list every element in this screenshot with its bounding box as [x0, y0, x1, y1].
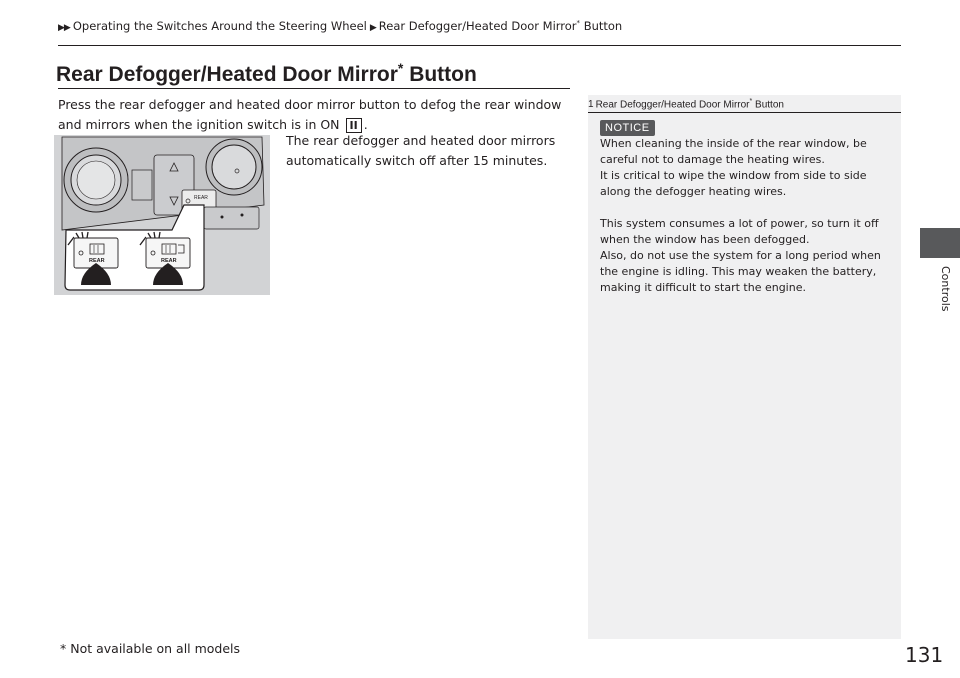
chapter-label: Controls — [939, 266, 952, 312]
note-idling: Also, do not use the system for a long period when the engine is idling. This may weaken the battery, making it difficult to start the engine. — [600, 249, 881, 294]
footnote: * Not available on all models — [60, 641, 241, 656]
sidebar-notes — [600, 136, 890, 296]
section-title-text: Rear Defogger/Heated Door Mirror — [56, 63, 398, 86]
defogger-button-illustration — [54, 135, 270, 295]
intro-paragraph — [58, 95, 573, 135]
right-button-label: REAR — [161, 258, 177, 264]
section-title-star: * — [397, 60, 404, 76]
page-number: 131 — [905, 643, 944, 667]
left-button-label: REAR — [89, 258, 105, 264]
header-divider — [58, 45, 901, 46]
notes-sidebar — [588, 95, 901, 639]
sidebar-divider — [588, 112, 901, 113]
ignition-position-badge: II — [346, 118, 362, 133]
breadcrumb — [58, 19, 908, 33]
reference-marker-icon: 1 — [588, 99, 594, 111]
note-power: This system consumes a lot of power, so turn it off when the window has been defogged. — [600, 217, 879, 246]
breadcrumb-star: * — [576, 19, 581, 28]
auto-off-paragraph: The rear defogger and heated door mirrors automatically switch off after 15 minutes. — [286, 133, 556, 168]
notice-badge: NOTICE — [600, 120, 655, 136]
note-wipe: It is critical to wipe the window from side to side along the defogger heating wires. — [600, 169, 867, 198]
sidebar-heading-text: Rear Defogger/Heated Door Mirror — [595, 99, 750, 111]
breadcrumb-separator-icon: ▶ — [369, 23, 376, 33]
breadcrumb-part-3: Button — [580, 19, 623, 33]
panel-button-label: REAR — [194, 195, 208, 201]
note-cleaning: When cleaning the inside of the rear window, be careful not to damage the heating wires. — [600, 137, 867, 166]
intro-text-end: . — [363, 117, 368, 132]
intro-text: Press the rear defogger and heated door mirror button to defog the rear window and mirrors when the ignition switch is in ON — [58, 97, 562, 132]
breadcrumb-part-2: Rear Defogger/Heated Door Mirror — [378, 19, 577, 33]
sidebar-heading-star: * — [749, 98, 753, 105]
section-title — [56, 60, 477, 87]
title-divider — [58, 88, 570, 89]
sidebar-heading-suffix: Button — [752, 99, 784, 111]
breadcrumb-part-1: Operating the Switches Around the Steering Wheel — [72, 19, 367, 33]
dashboard-svg — [54, 135, 270, 295]
section-title-suffix: Button — [403, 63, 477, 86]
chapter-tab — [920, 228, 960, 258]
breadcrumb-arrows-icon: ▶▶ — [58, 23, 70, 33]
sidebar-heading — [588, 98, 901, 110]
